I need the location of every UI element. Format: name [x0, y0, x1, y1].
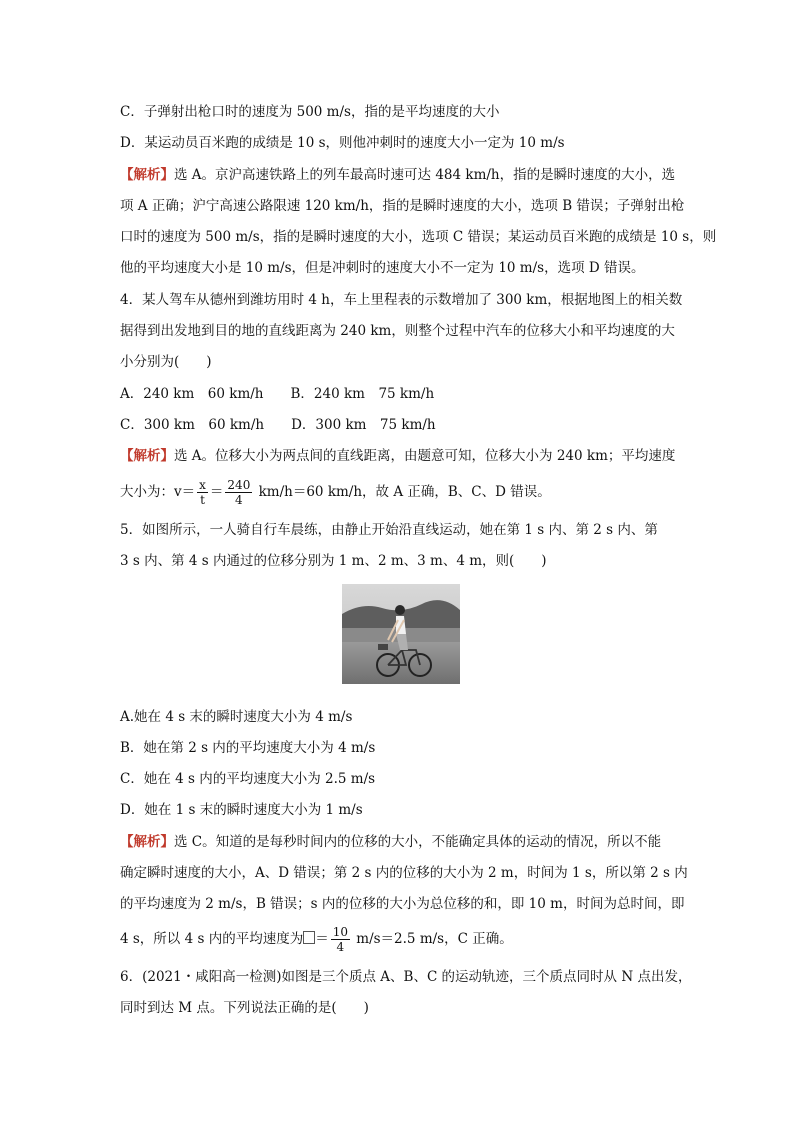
- q5-option-c: C．她在 4 s 内的平均速度大小为 2.5 m/s: [120, 771, 376, 787]
- q5-analysis-line-4: [120, 921, 680, 957]
- q3-analysis-line-1: [120, 166, 680, 184]
- q4-options-line-1: A．240 km 60 km/h B．240 km 75 km/h: [120, 386, 435, 402]
- fraction-240-over-4: $\frac{240}{4}$: [227, 478, 251, 507]
- q5-analysis-line-3: 的平均速度为 2 m/s，B 错误；s 内的位移的大小为总位移的和，即 10 m，时间为总时间，即: [120, 896, 685, 912]
- q4-options-line-2: C．300 km 60 km/h D．300 km 75 km/h: [120, 417, 436, 433]
- fraction-10-over-4: $\frac{10}{4}$: [332, 925, 348, 954]
- q3-analysis-line-4: 他的平均速度大小是 10 m/s，但是冲刺时的速度大小不一定为 10 m/s，选项 D 错误。: [120, 260, 645, 276]
- q4-stem-line-3: 小分别为( ): [120, 354, 212, 370]
- cyclist-photo-image: [342, 584, 460, 684]
- q5-analysis-result: m/s＝2.5 m/s，C 正确。: [351, 931, 513, 947]
- q4-stem-line-2: 据得到出发地到目的地的直线距离为 240 km，则整个过程中汽车的位移大小和平均速度的大: [120, 323, 675, 339]
- q3-analysis-text-1: 选 A。京沪高速铁路上的列车最高时速可达 484 km/h，指的是瞬时速度的大小，选: [174, 167, 676, 183]
- equals-sign: ＝: [209, 484, 224, 500]
- q5-analysis-line-2: 确定瞬时速度的大小，A、D 错误；第 2 s 内的位移的大小为 2 m，时间为 1 s，所以第 2 s 内: [120, 865, 688, 881]
- missing-glyph-box: [303, 931, 315, 944]
- q5-option-d: D．她在 1 s 末的瞬时速度大小为 1 m/s: [120, 802, 363, 818]
- q4-analysis-result: km/h＝60 km/h，故 A 正确，B、C、D 错误。: [254, 484, 551, 500]
- q3-option-d: D．某运动员百米跑的成绩是 10 s，则他冲刺时的速度大小一定为 10 m/s: [120, 135, 565, 151]
- q5-analysis-text-4: 4 s，所以 4 s 内的平均速度为: [120, 931, 304, 947]
- analysis-tag: 【解析】: [120, 167, 174, 183]
- q5-stem-line-2: 3 s 内、第 4 s 内通过的位移分别为 1 m、2 m、3 m、4 m，则( ): [120, 553, 547, 569]
- q5-analysis-line-1: [120, 833, 680, 851]
- fraction-x-over-t: $\frac{x}{t}$: [199, 478, 206, 507]
- cyclist-photo: [342, 584, 460, 684]
- q3-analysis-line-3: 口时的速度为 500 m/s，指的是瞬时速度的大小，选项 C 错误；某运动员百米跑的成绩是 10 s，则: [120, 229, 717, 245]
- analysis-tag: 【解析】: [120, 448, 174, 464]
- q5-analysis-text-1: 选 C。知道的是每秒时间内的位移的大小，不能确定具体的运动的情况，所以不能: [174, 834, 662, 850]
- q5-option-b: B．她在第 2 s 内的平均速度大小为 4 m/s: [120, 740, 376, 756]
- q4-analysis-line-2: [120, 474, 680, 510]
- q5-stem-line-1: 5．如图所示，一人骑自行车晨练，由静止开始沿直线运动，她在第 1 s 内、第 2 s 内、第: [120, 522, 658, 538]
- q5-option-a: A.她在 4 s 末的瞬时速度大小为 4 m/s: [120, 709, 353, 725]
- q6-stem-line-2: 同时到达 M 点。下列说法正确的是( ): [120, 1000, 369, 1016]
- equals-sign: ＝: [315, 931, 329, 947]
- analysis-tag: 【解析】: [120, 834, 174, 850]
- q4-stem-line-1: 4．某人驾车从德州到潍坊用时 4 h，车上里程表的示数增加了 300 km，根据地图上的相关数: [120, 292, 683, 308]
- q4-analysis-text-1: 选 A。位移大小为两点间的直线距离，由题意可知，位移大小为 240 km；平均速度: [174, 448, 676, 464]
- q4-velocity-label: 大小为：v＝: [120, 484, 196, 500]
- q4-analysis-line-1: [120, 447, 680, 465]
- q3-analysis-line-2: 项 A 正确；沪宁高速公路限速 120 km/h，指的是瞬时速度的大小，选项 B 错误；子弹射出枪: [120, 198, 685, 214]
- q6-stem-line-1: 6．(2021・咸阳高一检测)如图是三个质点 A、B、C 的运动轨迹，三个质点同时从 N 点出发，: [120, 969, 692, 985]
- q3-option-c: C．子弹射出枪口时的速度为 500 m/s，指的是平均速度的大小: [120, 104, 500, 120]
